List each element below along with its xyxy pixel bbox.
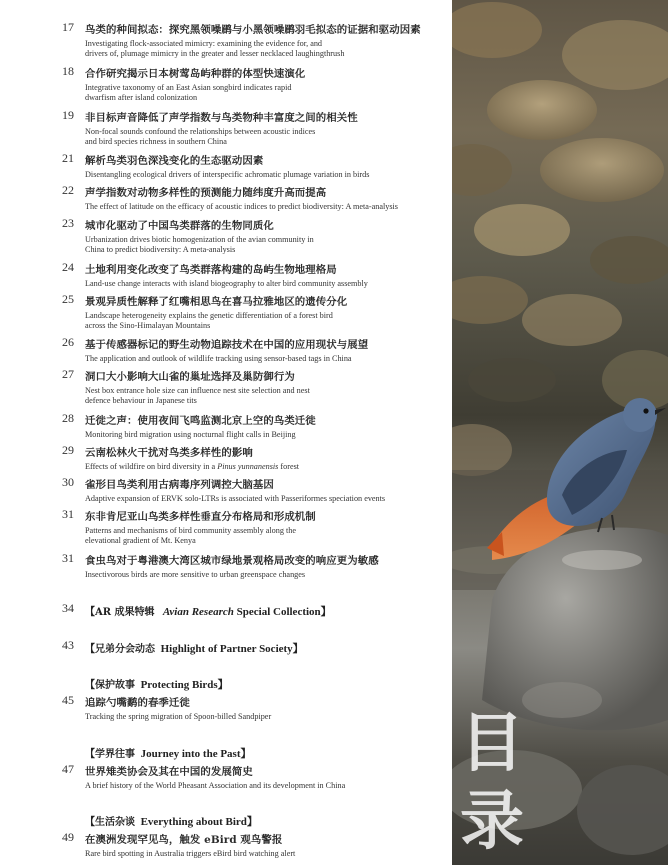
title-en: Landscape heterogeneity explains the genetic differentiation of a forest bird across the Sino-Himalayan Mountains — [85, 311, 333, 330]
section-header-en: Journey into the Past】 — [140, 748, 252, 760]
special-title-zh: 【AR 成果特辑 — [85, 607, 155, 618]
section-header — [85, 742, 252, 761]
title-zh: 雀形目鸟类利用古病毒序列调控大脑基因 — [85, 479, 274, 491]
page-number: 29 — [62, 443, 74, 457]
title-zh: 土地利用变化改变了鸟类群落构建的岛屿生物地理格局 — [85, 264, 337, 276]
page-number: 30 — [62, 475, 74, 489]
title-zh: 追踪勺嘴鹬的春季迁徙 — [85, 697, 190, 709]
page-number: 17 — [62, 20, 74, 34]
section-header — [85, 673, 229, 692]
title-zh: 景观异质性解释了红嘴相思鸟在喜马拉雅地区的遗传分化 — [85, 296, 348, 308]
title-zh: 世界雉类协会及其在中国的发展简史 — [85, 766, 253, 778]
title-en: Rare bird spotting in Australia triggers eBird bird watching alert — [85, 849, 296, 858]
title-zh: 洞口大小影响大山雀的巢址选择及巢防御行为 — [85, 371, 295, 383]
page-number: 47 — [62, 762, 74, 776]
title-en: Tracking the spring migration of Spoon-billed Sandpiper — [85, 712, 272, 721]
page-number: 23 — [62, 216, 74, 230]
section-header-zh: 【生活杂谈 — [85, 817, 135, 828]
title-char-lu: 录 — [460, 785, 524, 859]
journal-name: Avian Research — [162, 606, 234, 618]
partner-title-zh: 【兄弟分会动态 — [85, 644, 155, 655]
title-en: Disentangling ecological drivers of interspecific achromatic plumage variation in birds — [85, 170, 370, 179]
page-number: 18 — [62, 64, 74, 78]
title-en-text: Effects of wildfire on bird diversity in a Pinus yunnanensis forest — [85, 462, 300, 471]
special-title-en — [160, 606, 332, 618]
section-header-en: Protecting Birds】 — [140, 679, 229, 691]
title-en: A brief history of the World Pheasant Association and its development in China — [85, 781, 346, 790]
section-header-zh: 【学界往事 — [85, 749, 135, 760]
page-number: 26 — [62, 335, 74, 349]
species-name: Pinus yunnanensis — [217, 462, 279, 471]
title-en: The application and outlook of wildlife tracking using sensor-based tags in China — [85, 354, 352, 363]
title-zh: 鸟类的种间拟态：探究黑领噪鹛与小黑领噪鹛羽毛拟态的证据和驱动因素 — [85, 24, 421, 36]
title-en: Investigating flock-associated mimicry: examining the evidence for, and drivers of, plumage mimicry in the greater and lesser necklaced laughingthrush — [85, 39, 345, 58]
partner-title-en: Highlight of Partner Society】 — [160, 643, 304, 655]
page-number: 24 — [62, 260, 74, 274]
title-zh: 非目标声音降低了声学指数与鸟类物种丰富度之间的相关性 — [85, 112, 358, 124]
title-en: Integrative taxonomy of an East Asian songbird indicates rapid dwarfism after island colonization — [85, 83, 292, 102]
title-en: Insectivorous birds are more sensitive to urban greenspace changes — [85, 570, 306, 579]
special-collection-title — [85, 600, 332, 619]
partner-society-title — [85, 637, 304, 656]
title-en: Monitoring bird migration using nocturnal flight calls in Beijing — [85, 430, 296, 439]
page-number: 49 — [62, 830, 74, 844]
title-zh: 声学指数对动物多样性的预测能力随纬度升高而提高 — [85, 187, 327, 199]
title-en: Urbanization drives biotic homogenization of the avian community in China to predict biodiversity: A meta-analysis — [85, 235, 314, 254]
section-header-zh: 【保护故事 — [85, 680, 135, 691]
title-char-mu: 目 — [460, 707, 524, 781]
page-number: 19 — [62, 108, 74, 122]
title-zh: 合作研究揭示日本树莺岛屿种群的体型快速演化 — [85, 68, 306, 80]
special-title-rest: Special Collection】 — [233, 606, 332, 618]
page-number: 45 — [62, 693, 74, 707]
bird-photo — [452, 0, 668, 865]
page-number: 25 — [62, 292, 74, 306]
title-zh: 东非肯尼亚山鸟类多样性垂直分布格局和形成机制 — [85, 511, 316, 523]
title-zh: 云南松林火干扰对鸟类多样性的影响 — [85, 447, 253, 459]
title-zh: 在澳洲发现罕见鸟，触发 eBird 观鸟警报 — [85, 834, 283, 846]
title-zh: 迁徙之声：使用夜间飞鸣监测北京上空的鸟类迁徙 — [85, 415, 316, 427]
title-en: Non-focal sounds confound the relationships between acoustic indices and bird species richness in southern China — [85, 127, 316, 146]
page-number: 31 — [62, 507, 74, 521]
section-header-en: Everything about Bird】 — [140, 816, 258, 828]
page-number: 31 — [62, 551, 74, 565]
page-number: 22 — [62, 183, 74, 197]
title-en: Adaptive expansion of ERVK solo-LTRs is associated with Passeriformes speciation events — [85, 494, 386, 503]
page-number: 28 — [62, 411, 74, 425]
page-number: 27 — [62, 367, 74, 381]
title-en: Nest box entrance hole size can influence nest site selection and nest defence behaviour in Japanese tits — [85, 386, 310, 405]
page-number: 21 — [62, 151, 74, 165]
title-zh: 城市化驱动了中国鸟类群落的生物同质化 — [85, 220, 274, 232]
title-en: Patterns and mechanisms of bird community assembly along the elevational gradient of Mt. Kenya — [85, 526, 297, 545]
title-zh: 解析鸟类羽色深浅变化的生态驱动因素 — [85, 155, 264, 167]
title-zh: 食虫鸟对于粤港澳大湾区城市绿地景观格局改变的响应更为敏感 — [85, 555, 379, 567]
title-en: Land-use change interacts with island biogeography to alter bird community assembly — [85, 279, 368, 288]
title-en: The effect of latitude on the efficacy of acoustic indices to predict biodiversity: A meta-analysis — [85, 202, 398, 211]
page-number: 34 — [62, 601, 74, 615]
page-number: 43 — [62, 638, 74, 652]
title-en — [85, 462, 447, 472]
title-zh: 基于传感器标记的野生动物追踪技术在中国的应用现状与展望 — [85, 339, 369, 351]
section-header — [85, 810, 258, 829]
